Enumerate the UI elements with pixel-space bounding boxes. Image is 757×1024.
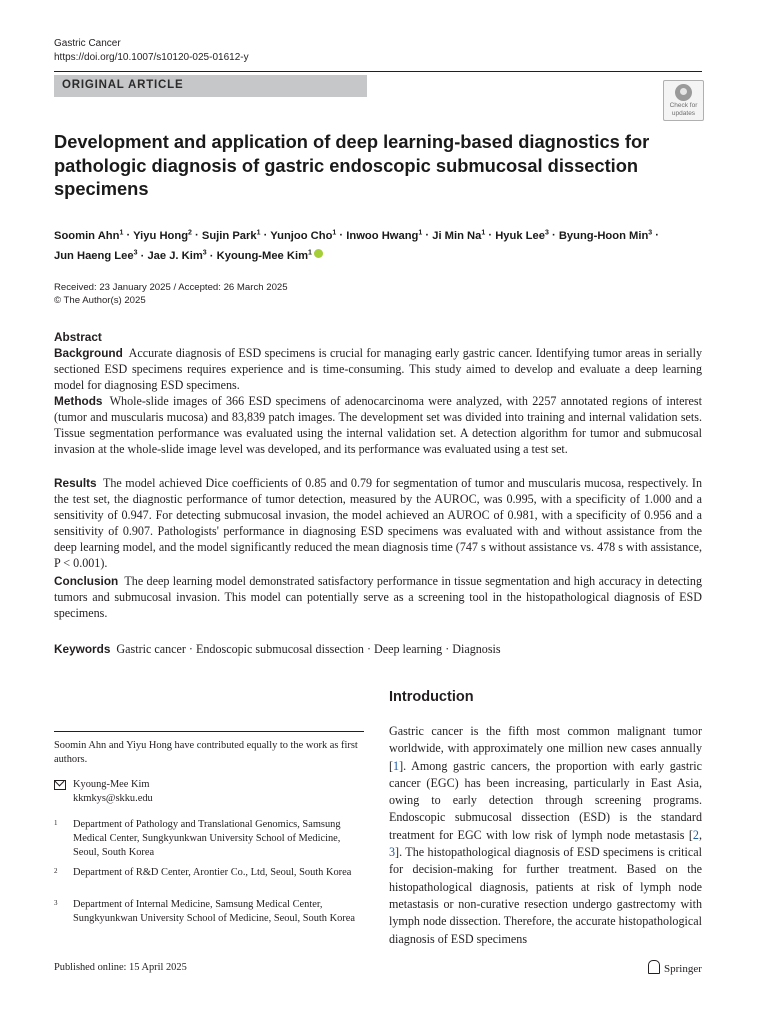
publisher-name: Springer	[664, 963, 702, 975]
author-name: Yiyu Hong	[133, 229, 189, 242]
affiliation-text: Department of Pathology and Translational Genomics, Samsung Medical Center, Sungkyunkwan University School of Medicine, Seoul, South Korea	[73, 819, 341, 858]
results-label: Results	[54, 476, 97, 490]
article-title: Development and application of deep learning-based diagnostics for pathologic diagnosis of gastric endoscopic submucosal dissection specimens	[54, 131, 650, 199]
conclusion-label: Conclusion	[54, 574, 119, 588]
introduction-heading: Introduction	[389, 689, 474, 705]
introduction-paragraph	[389, 723, 702, 948]
citation-link[interactable]: 2	[692, 827, 699, 842]
author-name: Jun Haeng Lee	[54, 250, 134, 263]
copyright-notice: © The Author(s) 2025	[54, 295, 146, 306]
check-updates-icon	[675, 84, 692, 101]
affiliation-text: Department of R&D Center, Arontier Co., Ltd, Seoul, South Korea	[73, 867, 352, 878]
corresponding-name: Kyoung-Mee Kim	[73, 779, 150, 790]
background-label: Background	[54, 346, 123, 360]
abstract-conclusion	[54, 574, 702, 622]
author	[432, 230, 485, 242]
methods-text: Whole-slide images of 366 ESD specimens of adenocarcinoma were analyzed, with 2257 annotated regions of interest (tumor and muscularis mucosa) and 83,839 patch images. The development set was divided into training and internal validation sets. Tissue segmentation performance was evaluated using the internal validation set. A detection algorithm for tumor and submucosal invasion at the whole-slide image level was developed, and its performance was evaluated using a test set.	[54, 394, 702, 456]
footnote-rule	[54, 731, 364, 732]
author	[495, 230, 549, 242]
check-updates-label: Check for updates	[669, 102, 698, 117]
article-type-label: ORIGINAL ARTICLE	[62, 79, 184, 91]
check-for-updates-badge[interactable]	[663, 80, 704, 121]
author	[147, 250, 206, 262]
header-rule	[54, 71, 702, 72]
methods-label: Methods	[54, 394, 103, 408]
author-name: Sujin Park	[201, 229, 257, 242]
author-affiliation-number: 1	[119, 229, 124, 236]
abstract-results	[54, 476, 702, 571]
orcid-icon[interactable]	[314, 249, 323, 258]
author-name: Yunjoo Cho	[270, 229, 333, 242]
keywords	[54, 642, 702, 658]
publisher-logo	[648, 960, 702, 975]
author-affiliation-number: 2	[188, 229, 192, 236]
affiliation-text: Department of Internal Medicine, Samsung Medical Center, Sungkyunkwan University School of Medicine, Seoul, South Korea	[73, 899, 355, 924]
author-name: Soomin Ahn	[54, 229, 120, 242]
citation-link[interactable]: 1	[393, 758, 400, 773]
conclusion-text: The deep learning model demonstrated satisfactory performance in tissue segmentation and high accuracy in detecting tumors and submucosal invasion. This model can potentially serve as a screening tool in the histopathological diagnosis of ESD specimens.	[54, 574, 703, 620]
intro-text-c: ]. The histopathological diagnosis of ESD specimens is critical for decision-making for further treatment. Based on the histopathological diagnosis, patients at risk of lymph node metastasis or non-curative resection undergo gastrectomy with lymph node dissection. Therefore, the accurate histopathological diagnosis of ESD specimens	[389, 845, 702, 946]
author-affiliation-number: 1	[308, 249, 312, 257]
equal-contribution-note: Soomin Ahn and Yiyu Hong have contributed equally to the work as first authors.	[54, 740, 358, 765]
published-online-date: Published online: 15 April 2025	[54, 962, 187, 973]
author-affiliation-number: 1	[332, 229, 337, 236]
author-name: Inwoo Hwang	[346, 229, 419, 242]
citation-link[interactable]: 3	[389, 845, 396, 860]
results-text: The model achieved Dice coefficients of 0.85 and 0.79 for segmentation of tumor and muscularis mucosa, respectively. In the test set, the diagnostic performance of tumor detection, measured by the AUROC, was 0.995, with a specificity of 1.000 and a sensitivity of 0.947. For detecting submucosal invasion, the model achieved an AUROC of 0.981, with a specificity of 0.956 and a sensitivity of 0.907. Pathologists' performance in diagnosing ESD specimens was evaluated with and without assistance from the deep learning model, and the model significantly reduced the mean diagnosis time (747 s without assistance vs. 478 s with assistance, P < 0.001).	[54, 476, 703, 570]
author	[217, 250, 312, 262]
author-list: Soomin Ahn$^1$ · Yiyu Hong$^2$ · Sujin Park$^1$ · Yunjoo Cho$^1$ · Inwoo Hwang$^1$ · Ji Min $Na^1$ · Hyuk Lee$^3$ · Byung-Hoon Min$^3$ · Jun Haeng Lee$^3$ · Jae J. Kim$^3$ · Kyoung-Mee Kim$^1$	[54, 229, 660, 263]
author	[270, 230, 336, 242]
author-name: Hyuk Lee	[495, 229, 545, 242]
abstract-methods	[54, 394, 702, 458]
author	[133, 230, 192, 242]
corresponding-email[interactable]: kkmkys@skku.edu	[73, 793, 153, 804]
abstract-heading: Abstract	[54, 330, 102, 344]
author-name: Byung-Hoon Min	[558, 229, 649, 242]
author	[54, 230, 123, 242]
author	[559, 230, 652, 242]
author-affiliation-number: 1	[256, 229, 261, 236]
affiliation-number: 3	[54, 899, 58, 907]
intro-text-b: ]. Among gastric cancers, the proportion with early gastric cancer (EGC) has been increasing, particularly in East Asia, owing to early detection through screening programs. Endoscopic submucosal dissection (ESD) is the standard treatment for EGC with low risk of lymph node metastasis [	[389, 758, 702, 842]
springer-horse-icon	[648, 960, 660, 974]
article-type-banner	[54, 75, 367, 97]
author-name: Jae J. Kim	[147, 250, 203, 263]
author	[346, 230, 422, 242]
author	[54, 250, 137, 262]
author-name: Ji Min Na	[432, 229, 482, 242]
citation-separator: ,	[698, 827, 702, 842]
author-name: Kyoung-Mee Kim	[216, 250, 309, 263]
keywords-label: Keywords	[54, 642, 111, 656]
author-affiliation-number: 3	[202, 249, 207, 257]
author-affiliation-number: 3	[133, 249, 138, 257]
abstract-background	[54, 346, 702, 394]
affiliation-number: 1	[54, 819, 58, 827]
intro-text-a: Gastric cancer is the fifth most common malignant tumor worldwide, with approximately one million new cases annually [	[389, 724, 702, 773]
author-affiliation-number: 3	[544, 229, 549, 236]
envelope-icon	[54, 780, 66, 790]
received-accepted-dates: Received: 23 January 2025 / Accepted: 26 March 2025	[54, 282, 288, 293]
background-text: Accurate diagnosis of ESD specimens is crucial for managing early gastric cancer. Identifying tumor areas in serially sectioned ESD specimens requires experience and is time-consuming. This study aimed to develop and evaluate a deep learning model for diagnosing ESD specimens.	[54, 346, 703, 392]
author-affiliation-number: 1	[418, 229, 423, 236]
author	[202, 230, 261, 242]
author-affiliation-number: 1	[481, 229, 486, 236]
author-affiliation-number: 3	[648, 229, 653, 236]
doi-link[interactable]: https://doi.org/10.1007/s10120-025-01612-y	[54, 52, 249, 63]
affiliation-number: 2	[54, 867, 58, 875]
keywords-text: Gastric cancer · Endoscopic submucosal dissection · Deep learning · Diagnosis	[116, 642, 501, 656]
journal-name: Gastric Cancer	[54, 38, 121, 49]
